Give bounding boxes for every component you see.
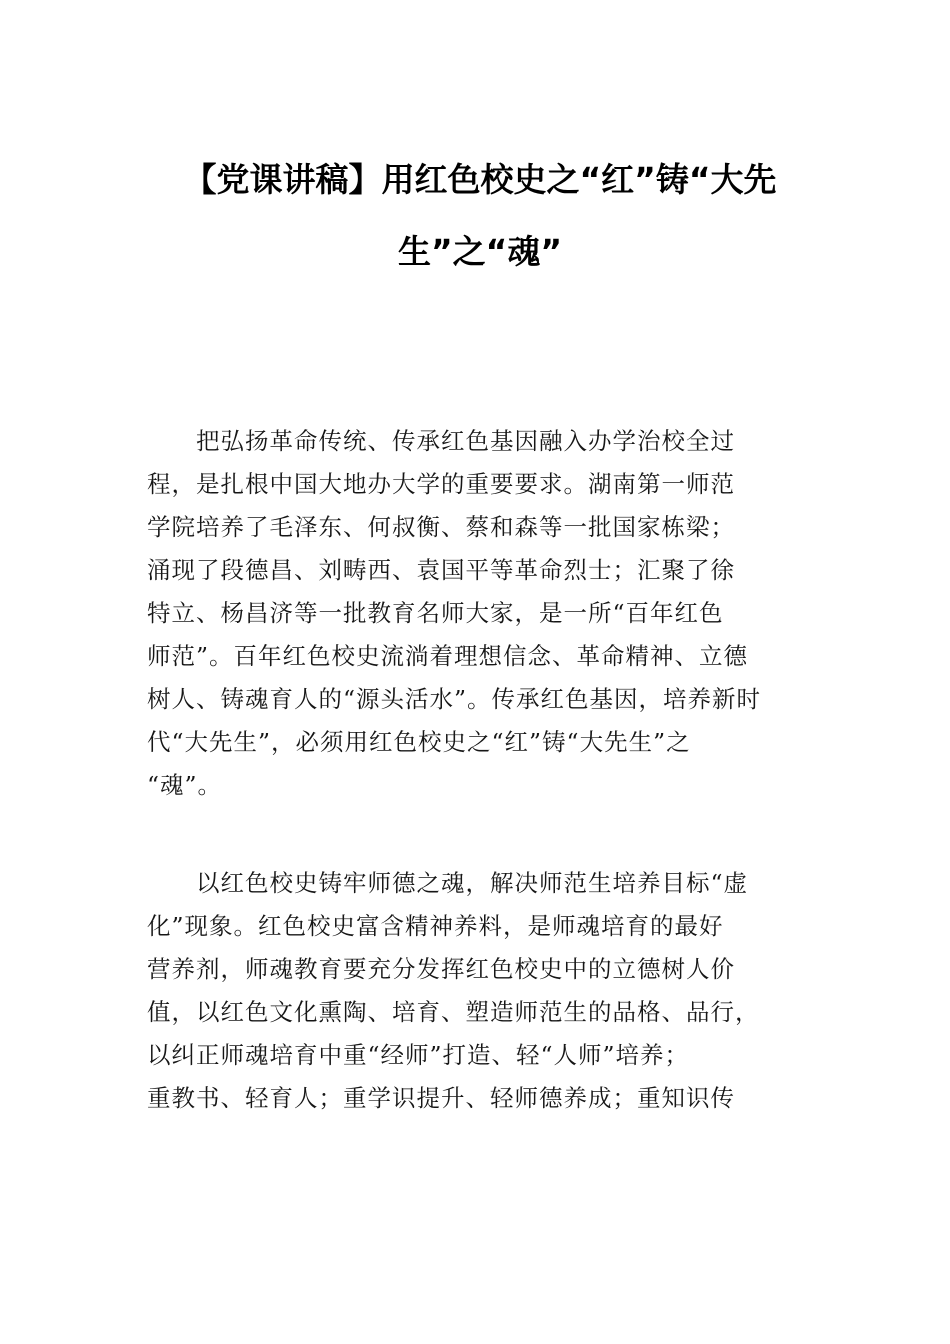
paragraph-line: 学院培养了毛泽东、何叔衡、蔡和森等一批国家栋梁； xyxy=(147,513,735,541)
paragraph-line: 树人、铸魂育人的“源头活水”。传承红色基因，培养新时 xyxy=(147,685,762,713)
paragraph-line: 代“大先生”，必须用红色校史之“红”铸“大先生”之 xyxy=(147,728,691,756)
paragraph-line: 营养剂，师魂教育要充分发挥红色校史中的立德树人价 xyxy=(147,955,735,983)
paragraph-line: “魂”。 xyxy=(147,771,223,799)
paragraph-line: 值，以红色文化熏陶、培育、塑造师范生的品格、品行， xyxy=(147,998,760,1026)
paragraph-line: 程，是扎根中国大地办大学的重要要求。湖南第一师范 xyxy=(147,470,735,498)
paragraph-line: 以纠正师魂培育中重“经师”打造、轻“人师”培养； xyxy=(147,1041,690,1069)
paragraph-line: 重教书、轻育人；重学识提升、轻师德养成；重知识传 xyxy=(147,1084,735,1112)
paragraph-line: 化”现象。红色校史富含精神养料，是师魂培育的最好 xyxy=(147,912,724,940)
document-title-line-1: 【党课讲稿】用红色校史之“红”铸“大先 xyxy=(183,160,777,199)
document-title-line-2: 生”之“魂” xyxy=(397,232,563,271)
paragraph-line: 把弘扬革命传统、传承红色基因融入办学治校全过 xyxy=(147,427,735,455)
paragraph-line: 特立、杨昌济等一批教育名师大家，是一所“百年红色 xyxy=(147,599,724,627)
paragraph-line: 师范”。百年红色校史流淌着理想信念、革命精神、立德 xyxy=(147,642,749,670)
paragraph-line: 涌现了段德昌、刘畴西、袁国平等革命烈士；汇聚了徐 xyxy=(147,556,735,584)
paragraph-line: 以红色校史铸牢师德之魂，解决师范生培养目标“虚 xyxy=(147,869,749,897)
